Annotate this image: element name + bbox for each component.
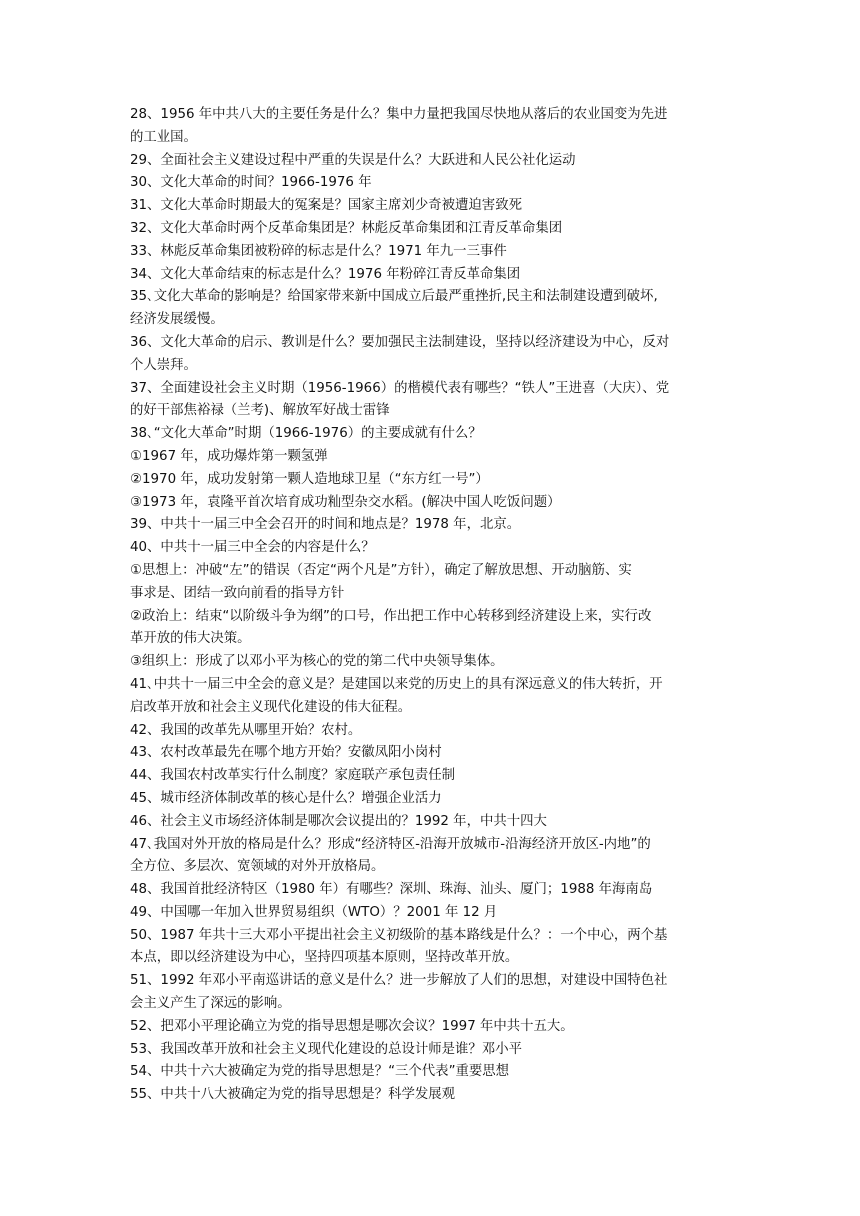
text-line: 的工业国。 [130, 129, 197, 145]
text-line: 55、中共十八大被确定为党的指导思想是？科学发展观 [130, 1087, 456, 1103]
text-line: 37、全面建设社会主义时期（1956-1966）的楷模代表有哪些？“铁人”王进喜（大庆）、党 [130, 380, 670, 396]
text-line: 的好干部焦裕禄（兰考)、解放军好战士雷锋 [130, 403, 390, 419]
text-line: 38､“文化大革命”时期（1966-1976）的主要成就有什么？ [130, 426, 482, 442]
text-line: 44、我国农村改革实行什么制度？家庭联产承包责任制 [130, 768, 456, 784]
text-line: ②政治上：结束“以阶级斗争为纲”的口号，作出把工作中心转移到经济建设上来，实行改 [130, 608, 652, 624]
text-line: 42、我国的改革先从哪里开始？农村。 [130, 722, 362, 738]
text-line: 29、全面社会主义建设过程中严重的失误是什么？大跃进和人民公社化运动 [130, 152, 576, 168]
text-line: 31、文化大革命时期最大的冤案是？国家主席刘少奇被遭迫害致死 [130, 198, 522, 214]
text-line: 47､我国对外开放的格局是什么？形成“经济特区-沿海开放城市-沿海经济开放区-内地”的 [130, 836, 651, 852]
text-line: 28、1956 年中共八大的主要任务是什么？集中力量把我国尽快地从落后的农业国变为先进 [130, 107, 668, 122]
text-line: ③组织上：形成了以邓小平为核心的党的第二代中央领导集体。 [130, 654, 504, 670]
text-line: 46、社会主义市场经济体制是哪次会议提出的？1992 年，中共十四大 [130, 813, 547, 829]
text-line: 36、文化大革命的启示、教训是什么？要加强民主法制建设，坚持以经济建设为中心，反对 [130, 334, 670, 350]
text-line: ①1967 年，成功爆炸第一颗氢弹 [130, 448, 328, 464]
text-line: 经济发展缓慢。 [130, 312, 224, 328]
text-line: 35､文化大革命的影响是？给国家带来新中国成立后最严重挫折,民主和法制建设遭到破坏, [130, 289, 658, 305]
text-line: 30、文化大革命的时间？1966-1976 年 [130, 175, 372, 191]
text-line: 40、中共十一届三中全会的内容是什么？ [130, 540, 375, 556]
text-line: 革开放的伟大决策。 [130, 631, 251, 647]
text-line: ①思想上：冲破“左”的错误（否定“两个凡是”方针），确定了解放思想、开动脑筋、实 [130, 562, 632, 578]
document-body [130, 104, 732, 1107]
text-line: 43、农村改革最先在哪个地方开始？安徽凤阳小岗村 [130, 745, 442, 761]
text-line: ②1970 年，成功发射第一颗人造地球卫星（“东方红一号”） [130, 471, 489, 487]
text-line: 45、城市经济体制改革的核心是什么？增强企业活力 [130, 790, 442, 806]
text-line: 全方位、多层次、宽领域的对外开放格局。 [130, 859, 385, 875]
text-line: 启改革开放和社会主义现代化建设的伟大征程。 [130, 699, 412, 715]
text-line: 32、文化大革命时两个反革命集团是？林彪反革命集团和江青反革命集团 [130, 220, 563, 236]
text-line: 39、中共十一届三中全会召开的时间和地点是？1978 年，北京。 [130, 517, 521, 533]
text-line: 49、中国哪一年加入世界贸易组织（WTO）？2001 年 12 月 [130, 904, 498, 920]
text-line: 个人崇拜。 [130, 357, 197, 373]
text-line: 会主义产生了深远的影响。 [130, 996, 291, 1012]
text-line: ③1973 年，袁隆平首次培育成功籼型杂交水稻。(解决中国人吃饭问题） [130, 494, 561, 510]
text-line: 33、林彪反革命集团被粉碎的标志是什么？1971 年九一三事件 [130, 243, 507, 259]
text-line: 52、把邓小平理论确立为党的指导思想是哪次会议？1997 年中共十五大。 [130, 1018, 574, 1034]
text-line: 50、1987 年共十三大邓小平提出社会主义初级阶的基本路线是什么？：一个中心，两个基 [130, 927, 668, 943]
text-line: 事求是、团结一致向前看的指导方针 [130, 585, 345, 601]
text-line: 53、我国改革开放和社会主义现代化建设的总设计师是谁？邓小平 [130, 1041, 522, 1057]
text-line: 51、1992 年邓小平南巡讲话的意义是什么？进一步解放了人们的思想，对建设中国特色社 [130, 973, 668, 989]
text-line: 41､中共十一届三中全会的意义是？是建国以来党的历史上的具有深远意义的伟大转折，开 [130, 676, 663, 692]
text-line: 48、我国首批经济特区（1980 年）有哪些？深圳、珠海、汕头、厦门；1988 年海南岛 [130, 882, 653, 898]
text-line: 34、文化大革命结束的标志是什么？1976 年粉碎江青反革命集团 [130, 266, 521, 282]
text-line: 本点，即以经济建设为中心，坚持四项基本原则，坚持改革开放。 [130, 950, 519, 966]
text-line: 54、中共十六大被确定为党的指导思想是？“三个代表”重要思想 [130, 1064, 510, 1080]
